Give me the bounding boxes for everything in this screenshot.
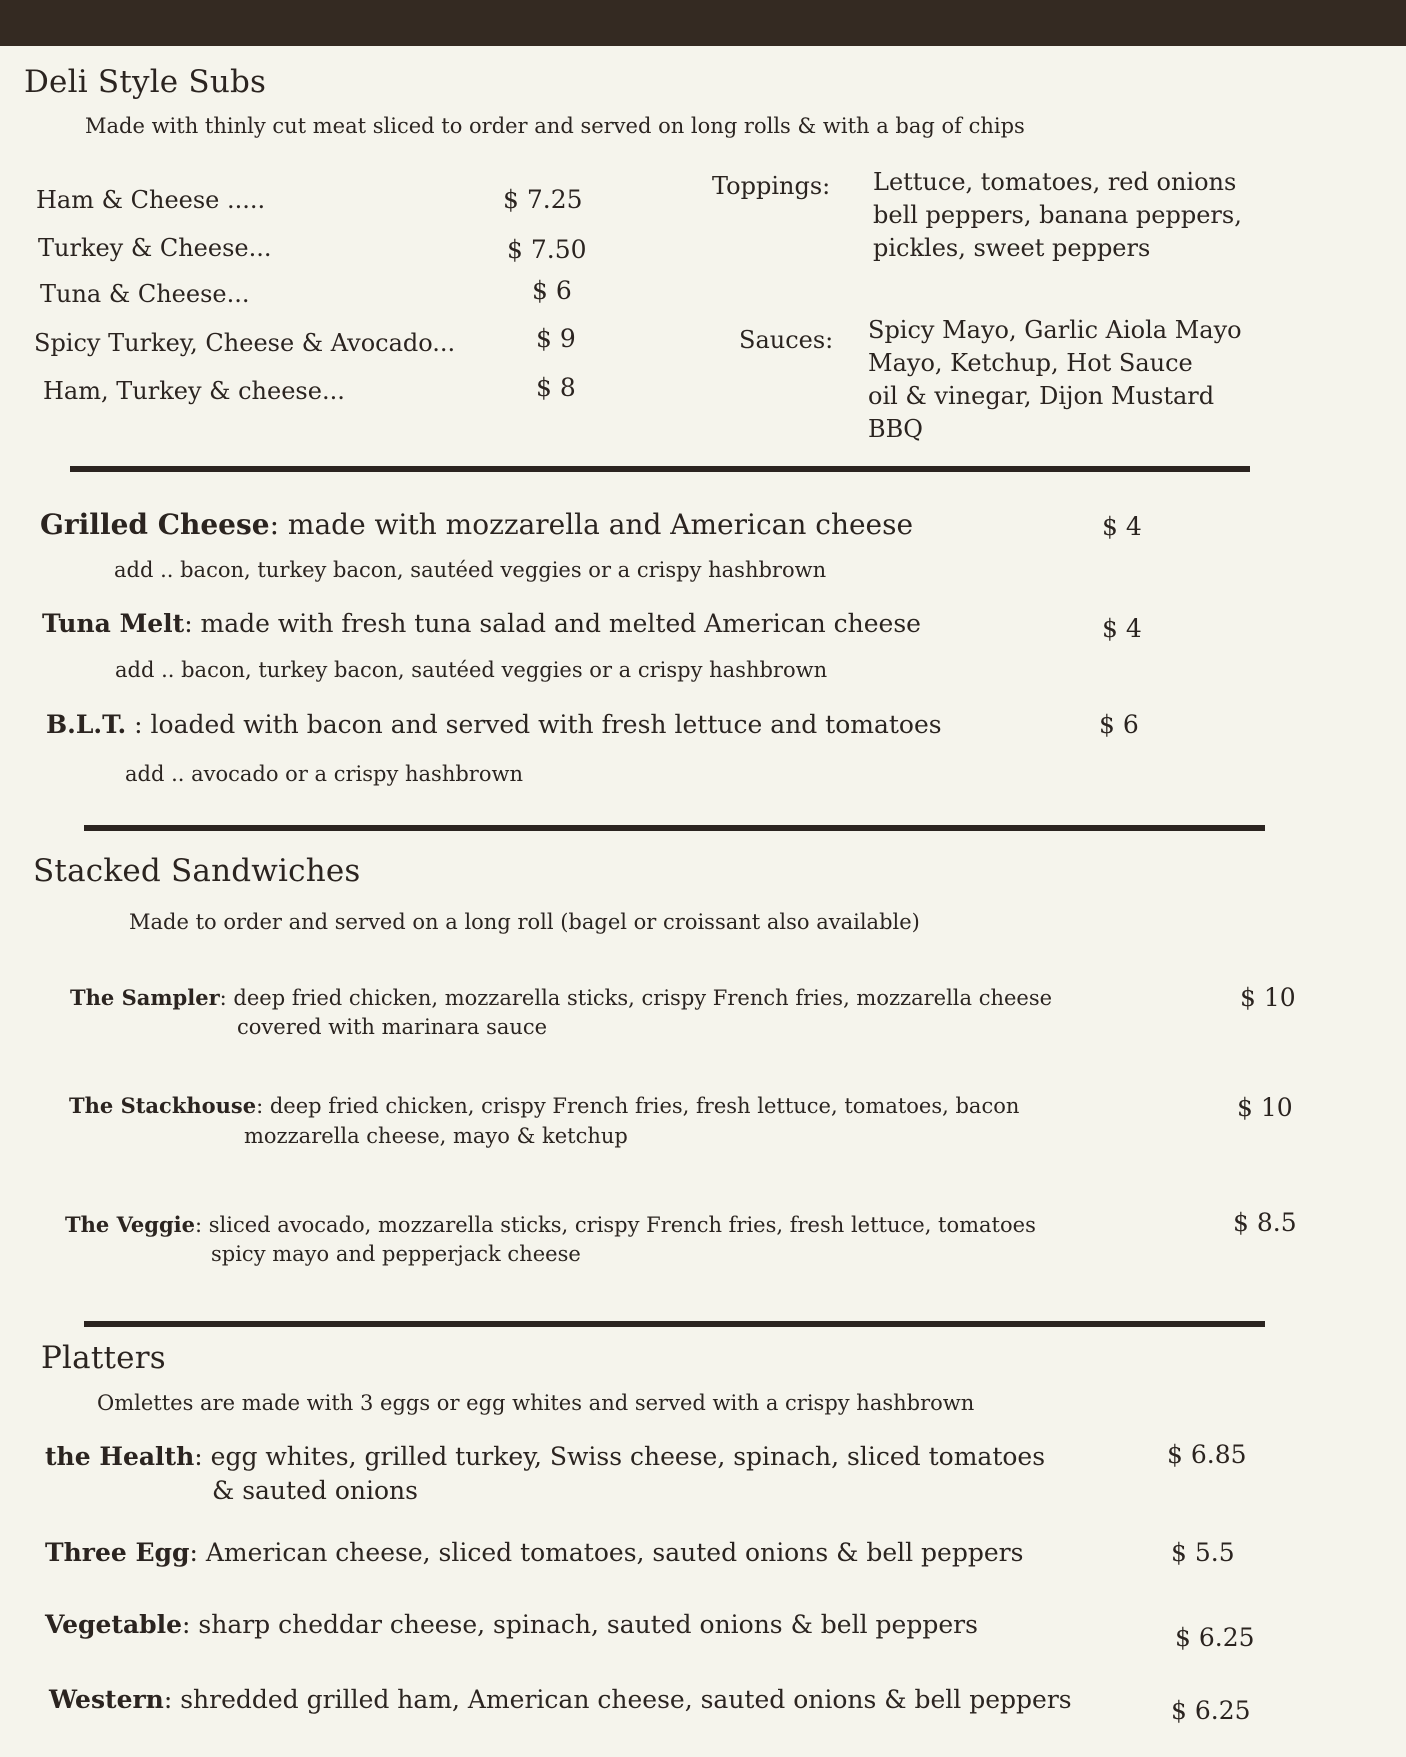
menu-item-price: $ 4 — [1102, 512, 1142, 541]
menu-item-desc-cont: covered with marinara sauce — [237, 1015, 548, 1039]
sauces-line: BBQ — [868, 415, 923, 443]
menu-item-desc: : egg whites, grilled turkey, Swiss cheese, spinach, sliced tomatoes — [194, 1442, 1046, 1471]
menu-item-desc: : sharp cheddar cheese, spinach, sauted onions & bell peppers — [182, 1610, 978, 1639]
deli-item-name: Tuna & Cheese... — [40, 280, 250, 308]
toppings-line: bell peppers, banana peppers, — [873, 201, 1242, 229]
sauces-label: Sauces: — [739, 326, 834, 354]
menu-item-line — [45, 1538, 1023, 1567]
menu-item-desc-cont: spicy mayo and pepperjack cheese — [211, 1242, 581, 1266]
menu-item-name: B.L.T. — [46, 710, 127, 739]
menu-item-name: The Sampler — [70, 985, 220, 1010]
deli-item-price: $ 7.50 — [507, 235, 587, 264]
deli-item-name: Spicy Turkey, Cheese & Avocado... — [34, 329, 456, 357]
menu-item-line — [45, 1610, 978, 1639]
menu-item-name: the Health — [45, 1442, 195, 1471]
platters-section-title: Platters — [41, 1340, 166, 1376]
section-divider — [84, 825, 1265, 831]
menu-item-price: $ 6.25 — [1171, 1696, 1251, 1725]
menu-item-line — [46, 710, 942, 739]
deli-item-name: Turkey & Cheese... — [38, 234, 272, 262]
menu-item-price: $ 10 — [1237, 1093, 1293, 1122]
deli-item-price: $ 7.25 — [503, 185, 583, 214]
header-bar — [0, 0, 1406, 46]
menu-item-line — [42, 609, 921, 638]
menu-item-desc: : American cheese, sliced tomatoes, sauted onions & bell peppers — [189, 1538, 1024, 1567]
deli-section-subtitle: Made with thinly cut meat sliced to order and served on long rolls & with a bag of chips — [85, 114, 1025, 138]
menu-item-name: Tuna Melt — [42, 609, 185, 638]
sauces-list — [868, 314, 1242, 446]
sauces-line: Mayo, Ketchup, Hot Sauce — [868, 349, 1193, 377]
menu-item-name: Vegetable — [45, 1610, 183, 1639]
menu-item-desc: : deep fried chicken, crispy French fries, fresh lettuce, tomatoes, bacon — [256, 1094, 1020, 1118]
menu-item-addons: add .. avocado or a crispy hashbrown — [125, 762, 523, 786]
menu-item-desc-cont: & sauted onions — [212, 1476, 418, 1505]
menu-item-name: Grilled Cheese — [40, 508, 270, 541]
menu-item-price: $ 6.85 — [1167, 1440, 1247, 1469]
menu-item-desc: : deep fried chicken, mozzarella sticks, crispy French fries, mozzarella cheese — [219, 986, 1053, 1010]
menu-item-line — [49, 1685, 1072, 1714]
menu-item-addons: add .. bacon, turkey bacon, sautéed veggies or a crispy hashbrown — [115, 658, 828, 682]
toppings-line: Lettuce, tomatoes, red onions — [873, 168, 1237, 196]
stacked-section-title: Stacked Sandwiches — [33, 853, 361, 889]
menu-item-name: Three Egg — [45, 1538, 190, 1567]
menu-item-price: $ 4 — [1102, 614, 1142, 643]
section-divider — [84, 1321, 1265, 1327]
deli-item-price: $ 6 — [532, 276, 572, 305]
sauces-line: oil & vinegar, Dijon Mustard — [868, 382, 1215, 410]
deli-item-name: Ham & Cheese ..... — [36, 186, 266, 214]
menu-item-desc: : shredded grilled ham, American cheese, sauted onions & bell peppers — [163, 1685, 1072, 1714]
menu-item-line — [69, 1093, 1019, 1118]
menu-item-price: $ 6.25 — [1175, 1623, 1255, 1652]
menu-item-name: The Stackhouse — [69, 1093, 257, 1118]
menu-item-price: $ 5.5 — [1171, 1538, 1235, 1567]
menu-item-price: $ 8.5 — [1233, 1208, 1297, 1237]
section-divider — [70, 466, 1250, 472]
menu-item-addons: add .. bacon, turkey bacon, sautéed veggies or a crispy hashbrown — [114, 558, 827, 582]
menu-item-line — [40, 508, 913, 541]
platters-section-subtitle: Omlettes are made with 3 eggs or egg whites and served with a crispy hashbrown — [97, 1391, 975, 1415]
menu-item-name: The Veggie — [65, 1212, 195, 1237]
toppings-label: Toppings: — [712, 172, 831, 200]
sauces-line: Spicy Mayo, Garlic Aiola Mayo — [868, 316, 1242, 344]
menu-item-name: Western — [49, 1685, 164, 1714]
menu-item-line — [45, 1442, 1045, 1471]
menu-item-price: $ 6 — [1099, 710, 1139, 739]
menu-item-price: $ 10 — [1240, 983, 1296, 1012]
deli-item-price: $ 8 — [536, 373, 576, 402]
deli-item-name: Ham, Turkey & cheese... — [43, 377, 345, 405]
toppings-line: pickles, sweet peppers — [873, 234, 1151, 262]
menu-item-desc: : made with mozzarella and American cheese — [269, 508, 914, 541]
stacked-section-subtitle: Made to order and served on a long roll (bagel or croissant also available) — [129, 910, 920, 934]
menu-item-line — [70, 985, 1052, 1010]
menu-item-desc: : made with fresh tuna salad and melted American cheese — [184, 609, 921, 638]
toppings-list — [873, 166, 1242, 265]
menu-item-desc: : sliced avocado, mozzarella sticks, crispy French fries, fresh lettuce, tomatoes — [195, 1213, 1036, 1237]
deli-item-price: $ 9 — [536, 324, 576, 353]
menu-item-desc-cont: mozzarella cheese, mayo & ketchup — [244, 1124, 628, 1148]
deli-section-title: Deli Style Subs — [24, 64, 267, 100]
menu-item-line — [65, 1212, 1036, 1237]
menu-item-desc: : loaded with bacon and served with fresh lettuce and tomatoes — [126, 710, 942, 739]
